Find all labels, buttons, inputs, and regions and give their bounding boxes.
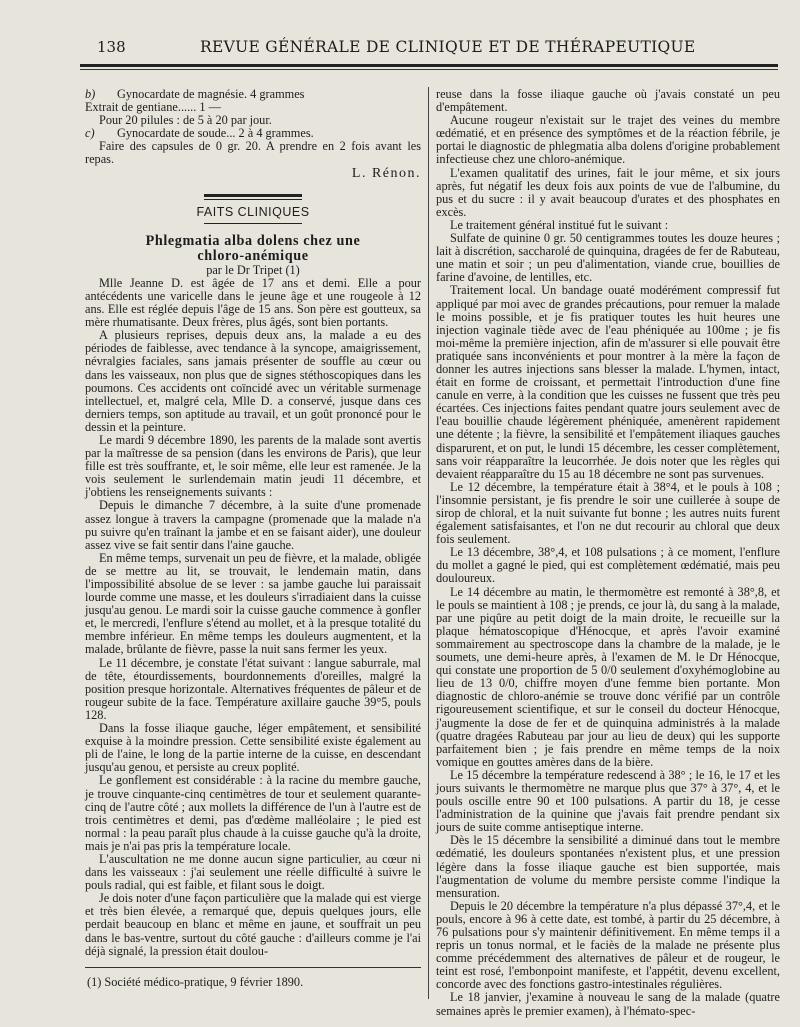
paragraph: L'auscultation ne me donne aucun signe particulier, au cœur ni dans les vaisseaux : j'ai seulement une réelle difficulté à suivre le pouls radial, qui est faible, et filant sous le doigt. (85, 851, 421, 893)
author-signature: L. Rénon. (351, 165, 421, 181)
prescription-c-line2: Faire des capsules de 0 gr. 20. A prendre en 2 fois avant les repas. (85, 139, 421, 167)
paragraph: En même temps, survenait un peu de fièvre, et la malade, obligée de se mettre au lit, se trouvait, le lendemain matin, dans l'impossibilité absolue de se lever : sa jambe gauche lui paraissait lourde comme une masse, et les douleurs s'irradiaient dans la cuisse jusqu'au genou. Le mardi soir la cuisse gauche commence à gonfler et, le mercredi, l'enflure s'étend au mollet, et à la presque totalité du membre inférieur. En même temps les douleurs augmentent, et la malade, brûlante de fièvre, passe la nuit sans fermer les yeux. (85, 550, 421, 657)
section-rule-thin (204, 199, 302, 200)
paragraph: Dans la fosse iliaque gauche, léger empâtement, et sensibilité exquise à la moindre pression. Cette sensibilité existe également au pli de l'aine, le long de la partie interne de la cuisse, en descendant jusqu'au genou, et persiste au creux poplité. (85, 721, 421, 775)
page-number: 138 (97, 38, 126, 56)
paragraph: Sulfate de quinine 0 gr. 50 centigrammes toutes les douze heures ; lait à discrétion, saccharolé de quinquina, dragées de fer de Rabuteau, une matin et soir ; un peu d'alimentation, viande crue, bouillies de farine d'avoine, de lentilles, etc. (436, 231, 780, 285)
right-column (436, 88, 780, 1018)
paragraph: Je dois noter d'une façon particulière que la malade qui est vierge et très bien élevée, a remarqué que, depuis quelques jours, elle perdait beaucoup en blanc et même en jaune, et souffrait un peu dans le bas-ventre, surtout du côté gauche : d'ailleurs comme je l'ai déjà signalé, la pression était doulou- (85, 891, 421, 958)
footnote-rule (85, 967, 421, 968)
article-title-line1: Phlegmatia alba dolens chez une (145, 232, 361, 249)
column-divider (428, 87, 429, 999)
left-column (85, 88, 421, 958)
paragraph: Le 15 décembre la température redescend à 38° ; le 16, le 17 et les jours suivants le thermomètre ne marque plus que 37° à 37°, 4, et le pouls oscille entre 90 et 100 pulsations. A partir du 18, je cesse l'administration de la quinine que j'avais fait prendre pendant six jours de suite comme antiseptique interne. (436, 767, 780, 835)
paragraph: Le gonflement est considérable : à la racine du membre gauche, je trouve cinquante-cinq centimètres de tour et seulement quarante-cinq de l'autre côté ; aux mollets la différence de l'un à l'autre est de trois centimètres et demi, pas d'œdème malléolaire ; le pied est normal : la peau paraît plus chaude à la cuisse gauche qu'à la droite, mais je n'ai pas pris la température locale. (85, 773, 421, 853)
running-title: REVUE GÉNÉRALE DE CLINIQUE ET DE THÉRAPEUTIQUE (200, 38, 696, 56)
paragraph: L'examen qualitatif des urines, fait le jour même, et six jours après, fut négatif les deux fois aux points de vue de l'albumine, du pus et du sucre : il y avait beaucoup d'urates et des phosphates en excès. (436, 165, 780, 219)
paragraph: Le 13 décembre, 38°,4, et 108 pulsations ; à ce moment, l'enflure du mollet a gagné le pied, qui est complètement œdématié, mais peu douloureux. (436, 545, 780, 586)
paragraph: Aucune rougeur n'existait sur le trajet des veines du membre œdématié, et en présence des symptômes et de la réaction fébrile, je portai le diagnostic de phlegmatia alba dolens d'origine probablement infectieuse chez une chloro-anémique. (436, 113, 780, 167)
paragraph: Le 14 décembre au matin, le thermomètre est remonté à 38°,8, et le pouls se maintient à 108 ; je prends, ce jour là, du sang à la malade, par une piqûre au petit doigt de la main droite, le recueille sur la plaque hématoscopique d'Hénocque, et après l'avoir examiné sommairement au spectroscope dans la chambre de la malade, je le soumets, une demi-heure après, à l'examen de M. le Dr Hénocque, qui constate une proportion de 5 0/0 seulement d'oxyhémoglobine au lieu de 13 0/0, chiffre moyen d'une femme bien portante. Mon diagnostic de chloro-anémie se trouve donc vérifié par un contrôle rigoureusement scientifique, et sur le conseil du docteur Hénocque, j'augmente la dose de fer et de quinquina administrés à la malade (quatre dragées Rabuteau par jour au lieu de deux) qui les supporte parfaitement bien ; je fais prendre en même temps de la noix vomique en gouttes amères dans de la bière. (436, 584, 780, 769)
paragraph: Dès le 15 décembre la sensibilité a diminué dans tout le membre œdématié, les douleurs spontanées n'existent plus, et une pression légère dans la fosse iliaque gauche est bien supportée, mais l'augmentation de volume du membre persiste comme l'indique la mensuration. (436, 833, 780, 900)
section-title: FAITS CLINIQUES (196, 204, 310, 219)
section-rule (204, 194, 302, 197)
footnote: (1) Société médico-pratique, 9 février 1890. (87, 975, 304, 989)
paragraph: Le mardi 9 décembre 1890, les parents de la malade sont avertis par la maîtresse de sa pension (dans les environs de Paris), que leur fille est très souffrante, et, le soir même, elle leur est ramenée. Je la vois seulement le surlendemain matin jeudi 11 décembre, et j'obtiens les renseignements suivants : (85, 432, 421, 500)
prescription-c: c) Gynocardate de soude... 2 à 4 grammes. (85, 126, 314, 141)
header-rule-thin (80, 69, 778, 70)
article-title-line2: chloro-anémique (197, 247, 309, 264)
paragraph: Le 18 janvier, j'examine à nouveau le sang de la malade (quatre semaines après le premier examen), à l'hémato-spec- (436, 990, 780, 1018)
paragraph: Le 11 décembre, je constate l'état suivant : langue saburrale, mal de tête, étourdissements, bourdonnements d'oreilles, malgré la position presque horizontale. Alternatives fréquentes de pâleur et de rougeur subite de la face. Température axillaire gauche 39°5, pouls 128. (85, 655, 421, 722)
paragraph: Depuis le 20 décembre la température n'a plus dépassé 37°,4, et le pouls, encore à 96 à cette date, est tombé, à partir du 25 décembre, à 76 pulsations pour s'y maintenir définitivement. En même temps il a repris un tonus normal, et le faciès de la malade ne présente plus comme précédemment des alternatives de pâleur et de rougeur, le teint est rosé, l'embonpoint manifeste, et l'appétit, devenu excellent, concorde avec des fonctions gastro-intestinales régulières. (436, 898, 780, 992)
paragraph: A plusieurs reprises, depuis deux ans, la malade a eu des périodes de faiblesse, avec tendance à la syncope, amaigrissement, névralgies faciales, sans jamais présenter de souffle au cœur ou dans les vaisseaux, non plus que de signes stéthoscopiques dans les poumons. Ces accidents ont coïncidé avec un véritable surmenage intellectuel, et, malgré cela, Mlle D. a conservé, jusque dans ces derniers temps, son aptitude au travail, et un goût prononcé pour le dessin et la peinture. (85, 328, 421, 434)
prescription-b-line3: Pour 20 pilules : de 5 à 20 par jour. (99, 113, 272, 128)
paragraph: Traitement local. Un bandage ouaté modérément compressif fut appliqué par moi avec de grandes précautions, pour remuer la malade le moins possible, et je fis pratiquer toutes les huit heures une injection vaginale tiède avec de l'eau phéniquée au 100me ; je fis moi-même la première injection, afin de m'assurer si elle pouvait être pratiquée sans inconvénients et pour montrer à la mère la façon de donner les autres injections sans blesser la malade. L'hymen, intact, était en forme de croissant, et permettait l'introduction d'une fine canule en verre, à la condition que les cuisses ne fussent que très peu écartées. Ces injections faites pendant quatre jours seulement avec de l'eau bouillie chaude légèrement phéniquée, amenèrent rapidement une détente ; la fièvre, la sensibilité et l'empâtement iliaques gauches disparurent, et on put, le lundi 15 décembre, les cesser complètement, sans voir réapparaître la leucorrhée. Je dois noter que les règles qui devaient réapparaître du 15 au 18 décembre ne sont pas survenues. (436, 283, 780, 481)
paragraph: Mlle Jeanne D. est âgée de 17 ans et demi. Elle a pour antécédents une varicelle dans le jeune âge et une rougeole à 12 ans. Elle est réglée depuis l'âge de 15 ans. Son père est goutteux, sa mère rhumatisante. Deux frères, plus âgés, sont bien portants. (85, 275, 421, 330)
article-byline: par le Dr Tripet (1) (206, 262, 300, 277)
paragraph: Depuis le dimanche 7 décembre, à la suite d'une promenade assez longue à travers la campagne (promenade que la malade n'a pu suivre qu'en traînant la jambe et en se faisant aider), une douleur assez vive se fait sentir dans l'aine gauche. (85, 498, 421, 552)
header-rule (80, 64, 778, 67)
paragraph: reuse dans la fosse iliaque gauche où j'avais constaté un peu d'empâtement. (436, 87, 780, 115)
prescription-b-line2: Extrait de gentiane...... 1 — (85, 100, 221, 115)
prescription-b: b) Gynocardate de magnésie. 4 grammes (85, 87, 305, 101)
section-rule-under (204, 223, 302, 224)
paragraph: Le 12 décembre, la température était à 38°4, et le pouls à 108 ; l'insomnie persistant, je fis prendre le soir une cuillerée à soupe de sirop de chloral, et la nuit suivante fut bonne ; les autres nuits furent également satisfaisantes, et l'on ne dut recourir au chloral que deux fois seulement. (436, 479, 780, 547)
paragraph: Le traitement général institué fut le suivant : (450, 217, 669, 232)
